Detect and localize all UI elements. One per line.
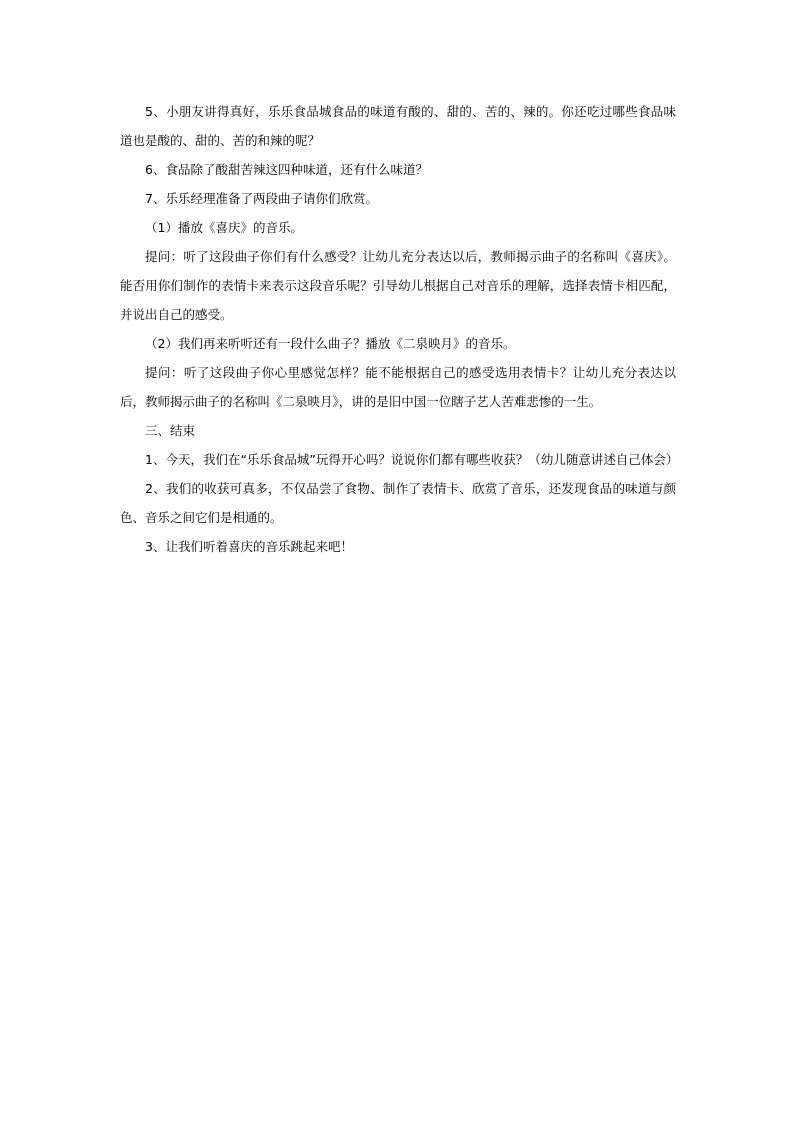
paragraph-item-6: 6、食品除了酸甜苦辣这四种味道，还有什么味道？ [145, 162, 428, 177]
paragraph-subitem-1: （1）播放《喜庆》的音乐。 [145, 220, 303, 235]
paragraph-item-5: 5、小朋友讲得真好，乐乐食品城食品的味道有酸的、甜的、苦的、辣的。你还吃过哪些食品味道也是酸的、甜的、苦的和辣的呢？ [120, 104, 676, 148]
document-body [120, 97, 679, 561]
paragraph-question-1: 提问：听了这段曲子你们有什么感受？让幼儿充分表达以后，教师揭示曲子的名称叫《喜庆》。能否用你们制作的表情卡来表示这段音乐呢？引导幼儿根据自己对音乐的理解，选择表情卡相匹配，并说出自己的感受。 [120, 249, 676, 322]
paragraph-ending-3: 3、让我们听着喜庆的音乐跳起来吧！ [145, 539, 353, 554]
paragraph-item-7: 7、乐乐经理准备了两段曲子请你们欣赏。 [145, 191, 378, 206]
paragraph-ending-1: 1、今天，我们在“乐乐食品城”玩得开心吗？说说你们都有哪些收获？（幼儿随意讲述自己体会） [145, 452, 679, 467]
section-heading-ending: 三、结束 [145, 423, 196, 438]
paragraph-ending-2: 2、我们的收获可真多，不仅品尝了食物、制作了表情卡、欣赏了音乐，还发现食品的味道与颜色、音乐之间它们是相通的。 [120, 481, 676, 525]
paragraph-subitem-2: （2）我们再来听听还有一段什么曲子？播放《二泉映月》的音乐。 [145, 336, 516, 351]
paragraph-question-2: 提问：听了这段曲子你心里感觉怎样？能不能根据自己的感受选用表情卡？让幼儿充分表达以后，教师揭示曲子的名称叫《二泉映月》，讲的是旧中国一位瞎子艺人苦难悲惨的一生。 [120, 365, 676, 409]
